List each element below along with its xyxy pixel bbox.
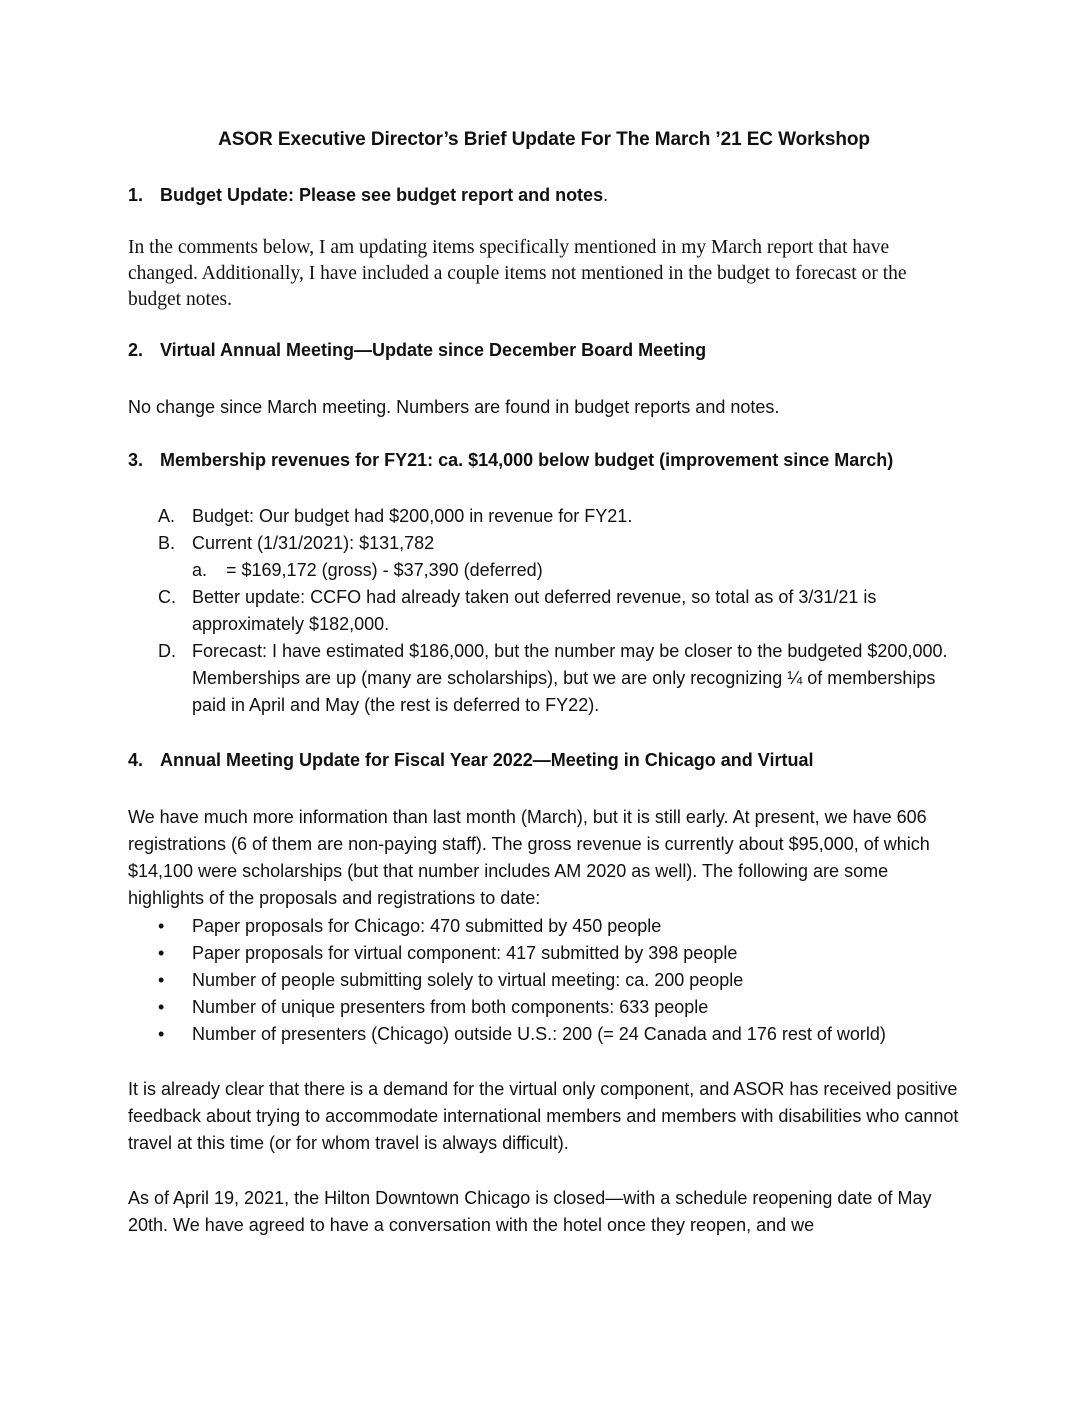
section-3-heading	[128, 450, 893, 471]
section-3-number: 3.	[128, 450, 144, 470]
section-1-title: Budget Update: Please see budget report and notes	[160, 185, 604, 205]
list-item	[158, 503, 958, 530]
bullet-icon: •	[158, 997, 165, 1017]
list-marker: A.	[158, 506, 176, 526]
list-item-text: Current (1/31/2021): $131,782	[192, 533, 435, 553]
section-4-paragraph-3	[128, 1185, 968, 1239]
bullet-item-text: Paper proposals for Chicago: 470 submitted by 450 people	[192, 916, 662, 936]
section-1-heading	[128, 185, 608, 206]
section-4-title: Annual Meeting Update for Fiscal Year 2022—Meeting in Chicago and Virtual	[160, 750, 814, 770]
section-1-paragraph	[128, 235, 928, 313]
section-4-paragraph-1	[128, 804, 968, 912]
list-item	[158, 638, 958, 719]
bullet-item	[158, 994, 958, 1021]
section-2-title: Virtual Annual Meeting—Update since December Board Meeting	[160, 340, 707, 360]
section-4-text-2: It is already clear that there is a demand for the virtual only component, and ASOR has received positive feedback about trying to accommodate international members and members with disabilities who cannot travel at this time (or for whom travel is always difficult).	[128, 1079, 959, 1153]
section-1-title-tail: .	[603, 185, 609, 205]
list-item-text: Better update: CCFO had already taken out deferred revenue, so total as of 3/31/21 is approximately $182,000.	[192, 587, 877, 634]
section-1-text: In the comments below, I am updating items specifically mentioned in my March report that have changed. Additionally, I have included a couple items not mentioned in the budget to forecast or the budget notes.	[128, 237, 907, 310]
section-4-heading	[128, 750, 813, 771]
bullet-item	[158, 940, 958, 967]
list-marker: D.	[158, 641, 176, 661]
sub-list-marker: a.	[192, 560, 208, 580]
bullet-icon: •	[158, 1024, 165, 1044]
section-1-number: 1.	[128, 185, 144, 205]
document-title: ASOR Executive Director’s Brief Update For The March ’21 EC Workshop	[218, 129, 870, 150]
bullet-icon: •	[158, 943, 165, 963]
list-item-text: Budget: Our budget had $200,000 in revenue for FY21.	[192, 506, 633, 526]
bullet-icon: •	[158, 916, 165, 936]
list-marker: B.	[158, 533, 176, 553]
bullet-item-text: Number of people submitting solely to virtual meeting: ca. 200 people	[192, 970, 744, 990]
section-2-paragraph	[128, 394, 968, 421]
list-item	[158, 530, 958, 557]
section-4-text-1: We have much more information than last month (March), but it is still early. At present, we have 606 registrations (6 of them are non-paying staff). The gross revenue is currently about $95,000, of which $14,100 were scholarships (but that number includes AM 2020 as well). The following are some highlights of the proposals and registrations to date:	[128, 807, 930, 908]
section-2-heading	[128, 340, 706, 361]
bullet-item	[158, 913, 958, 940]
section-4-number: 4.	[128, 750, 144, 770]
list-item-text: Forecast: I have estimated $186,000, but the number may be closer to the budgeted $200,000. Memberships are up (many are scholarships), but we are only recognizing ¼ of memberships paid in April and May (the rest is deferred to FY22).	[192, 641, 948, 715]
section-4-paragraph-2	[128, 1076, 968, 1157]
bullet-item-text: Number of presenters (Chicago) outside U.S.: 200 (= 24 Canada and 176 rest of world)	[192, 1024, 886, 1044]
section-4-bullet-list	[158, 913, 958, 1048]
bullet-item	[158, 1021, 958, 1048]
section-2-number: 2.	[128, 340, 144, 360]
list-item	[158, 584, 958, 638]
sub-list-item	[192, 557, 958, 584]
bullet-item-text: Number of unique presenters from both components: 633 people	[192, 997, 709, 1017]
section-3-title: Membership revenues for FY21: ca. $14,000 below budget (improvement since March)	[160, 450, 894, 470]
section-4-text-3: As of April 19, 2021, the Hilton Downtown Chicago is closed—with a schedule reopening date of May 20th. We have agreed to have a conversation with the hotel once they reopen, and we	[128, 1188, 932, 1235]
bullet-item-text: Paper proposals for virtual component: 417 submitted by 398 people	[192, 943, 738, 963]
bullet-item	[158, 967, 958, 994]
list-marker: C.	[158, 587, 176, 607]
section-2-text: No change since March meeting. Numbers are found in budget reports and notes.	[128, 397, 780, 417]
bullet-icon: •	[158, 970, 165, 990]
sub-list-item-text: = $169,172 (gross) - $37,390 (deferred)	[226, 560, 543, 580]
section-3-list	[158, 503, 958, 719]
